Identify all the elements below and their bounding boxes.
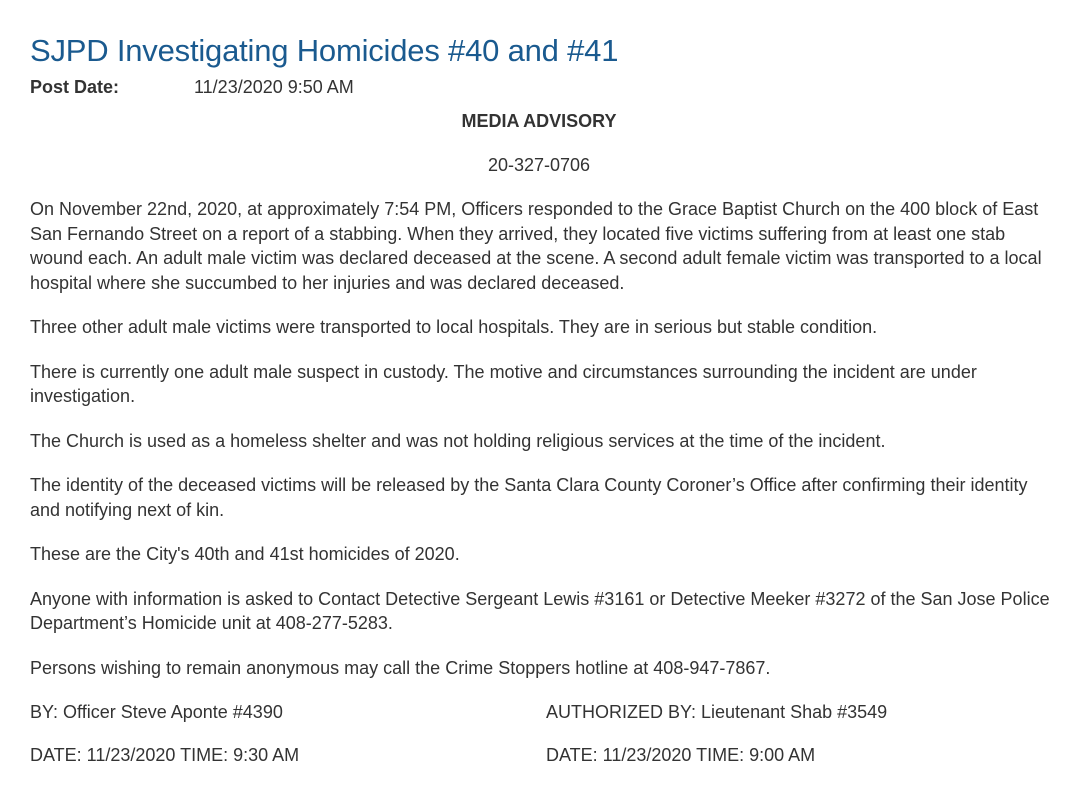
paragraph-crime-stoppers: Persons wishing to remain anonymous may call the Crime Stoppers hotline at 408-947-7867. [30, 657, 771, 678]
case-number: 20-327-0706 [487, 155, 591, 175]
paragraph-suspect: There is currently one adult male suspect in custody. The motive and circumstances surrounding the incident are under investigation. [30, 361, 977, 406]
by-date: DATE: 11/23/2020 TIME: 9:30 AM [30, 745, 300, 765]
by-officer: BY: Officer Steve Aponte #4390 [30, 702, 283, 722]
authorized-date: DATE: 11/23/2020 TIME: 9:00 AM [546, 745, 816, 765]
paragraph-incident: On November 22nd, 2020, at approximately 7:54 PM, Officers responded to the Grace Baptist Church on the 400 block of East San Fernando Street on a report of a stabbing. When they arrived, they located five victims suffering from at least one stab wound each. An adult male victim was declared deceased at the scene. A second adult female victim was transported to a local hospital where she succumbed to her injuries and was declared deceased. [30, 199, 1042, 293]
footer-authors [30, 700, 1058, 724]
post-date-value: 11/23/2020 9:50 AM [194, 77, 354, 97]
paragraph-church: The Church is used as a homeless shelter and was not holding religious services at the time of the incident. [30, 430, 886, 451]
paragraph-homicide-count: These are the City's 40th and 41st homicides of 2020. [30, 544, 460, 564]
footer-dates [30, 743, 1058, 767]
advisory-header [30, 109, 1058, 177]
paragraph-contact: Anyone with information is asked to Contact Detective Sergeant Lewis #3161 or Detective Meeker #3272 of the San Jose Police Department’s Homicide unit at 408-277-5283. [30, 588, 1050, 633]
post-date-label: Post Date: [30, 77, 120, 97]
post-date [30, 75, 1058, 99]
authorized-by: AUTHORIZED BY: Lieutenant Shab #3549 [546, 702, 888, 722]
paragraph-other-victims: Three other adult male victims were transported to local hospitals. They are in serious but stable condition. [30, 317, 878, 337]
page-title: SJPD Investigating Homicides #40 and #41 [30, 33, 619, 68]
paragraph-identity: The identity of the deceased victims will be released by the Santa Clara County Coroner’s Office after confirming their identity and notifying next of kin. [30, 475, 1028, 520]
advisory-title: MEDIA ADVISORY [461, 111, 617, 131]
article-body [30, 197, 1058, 680]
